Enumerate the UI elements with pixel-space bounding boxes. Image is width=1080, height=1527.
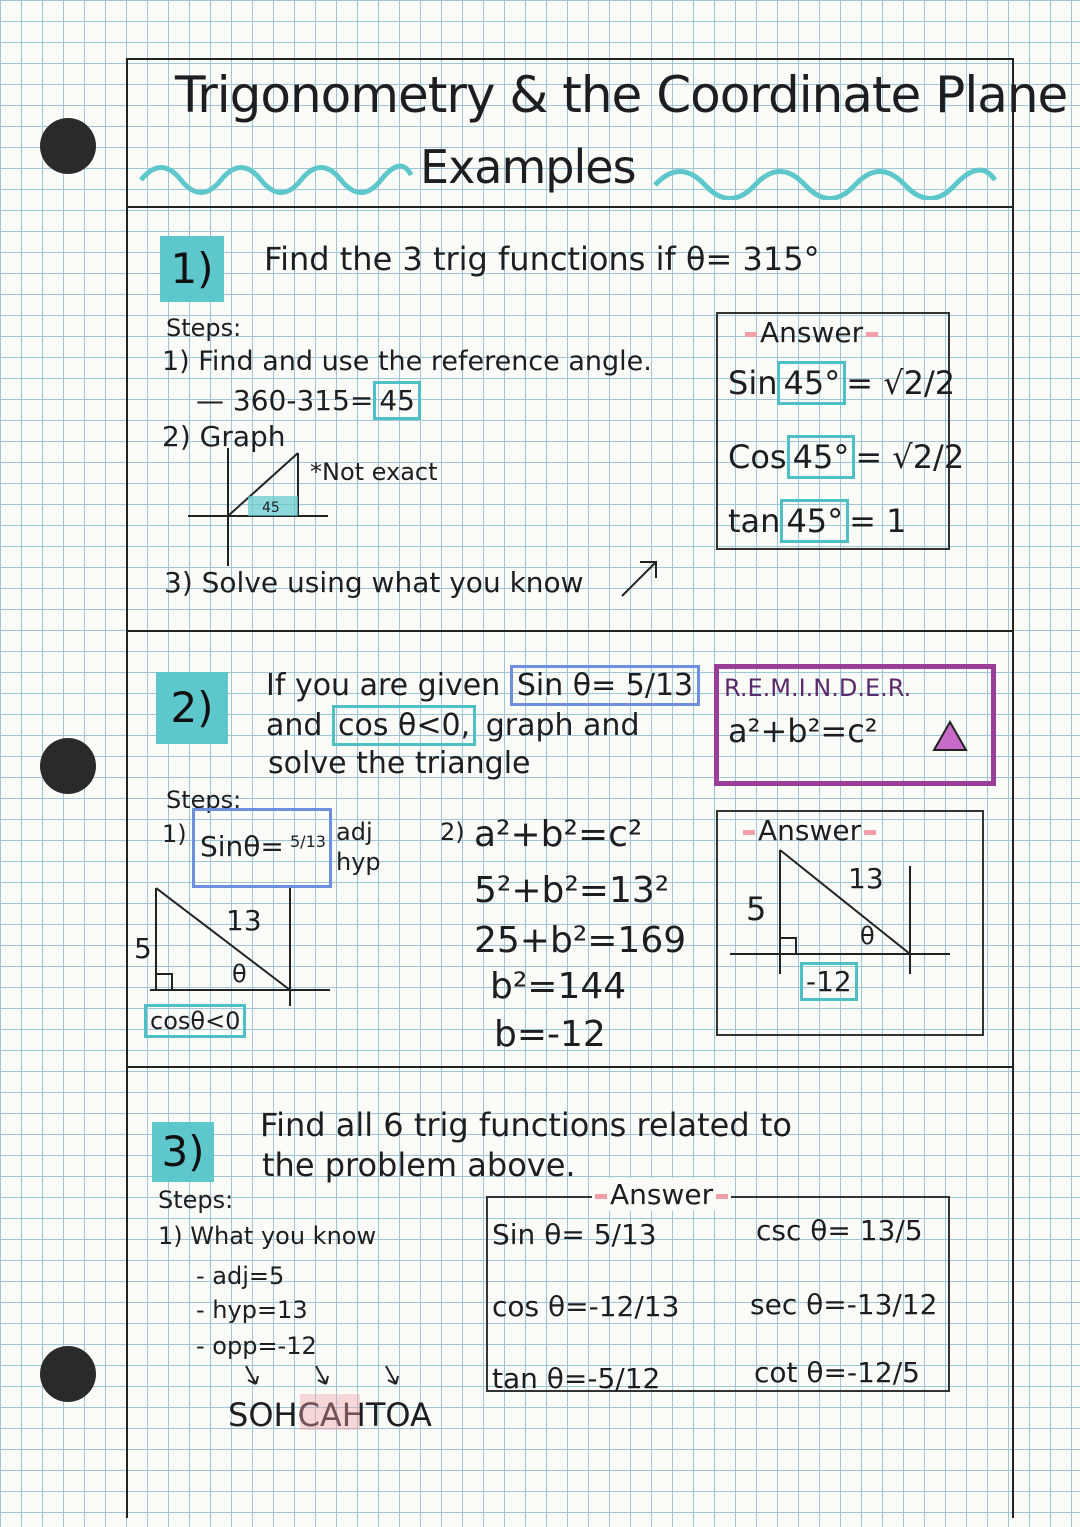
answer-label: Answer [592, 1178, 731, 1211]
triangle-theta: θ [232, 960, 247, 988]
example-prompt [266, 668, 700, 703]
example-prompt: Find all 6 trig functions related to [260, 1106, 792, 1144]
ratio-hyp: hyp [336, 848, 381, 876]
arrow-icon [618, 556, 662, 600]
answer-side-label: 5 [746, 890, 767, 928]
answer-row [728, 502, 907, 540]
answer-label: Answer [740, 814, 879, 847]
answer-label: Answer [742, 316, 881, 349]
reminder-formula: a²+b²=c² [728, 712, 878, 750]
graph-angle-label: 45 [262, 500, 280, 516]
step-text: 3) Solve using what you know [164, 566, 584, 599]
fn-name: tan [728, 502, 781, 540]
prompt-text: and [266, 708, 323, 743]
answer-right: sec θ=-13/12 [750, 1288, 938, 1321]
work-line: a²+b²=c² [474, 814, 643, 855]
known-value: - adj=5 [196, 1262, 285, 1290]
given-sine: Sin θ= 5/13 [510, 665, 700, 706]
example-prompt: Find the 3 trig functions if θ= 315° [264, 240, 820, 278]
known-value: - opp=-12 [196, 1332, 317, 1360]
example-prompt: the problem above. [262, 1146, 576, 1184]
answer-right: csc θ= 13/5 [756, 1214, 923, 1247]
work-line: b=-12 [494, 1014, 606, 1055]
arrows-icon [226, 1362, 426, 1392]
given-cos-condition: cos θ<0, [332, 705, 476, 746]
angle-value: 45° [780, 499, 849, 543]
prompt-text: If you are given [266, 668, 501, 703]
angle-value: 45° [777, 361, 846, 405]
binder-hole [40, 738, 96, 794]
reminder-title: R.E.M.I.N.D.E.R. [724, 674, 912, 702]
page-subtitle: Examples [420, 140, 636, 194]
answer-row [728, 364, 955, 402]
step-calc [196, 384, 421, 417]
step-text: 2) Graph [162, 420, 286, 453]
answer-left: cos θ=-12/13 [492, 1290, 680, 1323]
sine-ratio: Sinθ= [200, 830, 284, 863]
binder-hole [40, 1346, 96, 1402]
answer-right: cot θ=-12/5 [754, 1356, 920, 1389]
graph-note: *Not exact [310, 458, 438, 486]
page-title: Trigonometry & the Coordinate Plane [175, 66, 1068, 124]
step-number: 2) [440, 818, 465, 846]
steps-label: Steps: [158, 1186, 234, 1214]
answer-base-label: -12 [800, 962, 858, 1001]
divider [126, 1066, 1012, 1068]
fn-value: = √2/2 [855, 438, 965, 476]
mnemonic: SOHCAHTOA [228, 1396, 432, 1434]
step-number: 1) [162, 820, 187, 848]
example-number: 3) [152, 1122, 214, 1182]
fn-name: Cos [728, 438, 787, 476]
triangle-icon [930, 718, 970, 754]
cos-condition: cosθ<0 [144, 1004, 246, 1038]
fn-value: = √2/2 [846, 364, 956, 402]
example-number: 1) [160, 236, 224, 302]
fn-name: Sin [728, 364, 778, 402]
reference-angle: 45 [373, 381, 421, 420]
example-prompt [266, 708, 639, 743]
steps-label: Steps: [166, 786, 242, 814]
work-line: 25+b²=169 [474, 920, 687, 961]
sine-fraction: 5/13 [290, 832, 326, 851]
wave-decoration-icon [136, 150, 416, 200]
step-text: 1) What you know [158, 1222, 377, 1250]
fn-value: = 1 [849, 502, 907, 540]
triangle-sketch [140, 878, 340, 1008]
wave-decoration-icon [650, 150, 1000, 200]
work-line: 5²+b²=13² [474, 870, 670, 911]
ratio-adj: adj [336, 818, 373, 846]
example-number: 2) [156, 672, 228, 744]
divider [126, 206, 1012, 208]
answer-theta: θ [860, 922, 875, 950]
known-value: - hyp=13 [196, 1296, 308, 1324]
binder-hole [40, 118, 96, 174]
example-prompt: solve the triangle [268, 746, 531, 781]
triangle-hyp-label: 13 [226, 904, 262, 937]
answer-row [728, 438, 964, 476]
answer-left: tan θ=-5/12 [492, 1362, 661, 1395]
step-text: 1) Find and use the reference angle. [162, 346, 652, 377]
answer-hyp-label: 13 [848, 862, 884, 895]
work-line: b²=144 [490, 966, 627, 1007]
answer-left: Sin θ= 5/13 [492, 1218, 657, 1251]
triangle-side-label: 5 [134, 932, 152, 965]
steps-label: Steps: [166, 314, 242, 342]
divider [126, 630, 1012, 632]
mnemonic-highlight [300, 1394, 360, 1430]
prompt-text: graph and [485, 708, 640, 743]
calc-text: — 360-315= [196, 384, 374, 417]
angle-value: 45° [787, 435, 856, 479]
divider [126, 58, 1012, 60]
